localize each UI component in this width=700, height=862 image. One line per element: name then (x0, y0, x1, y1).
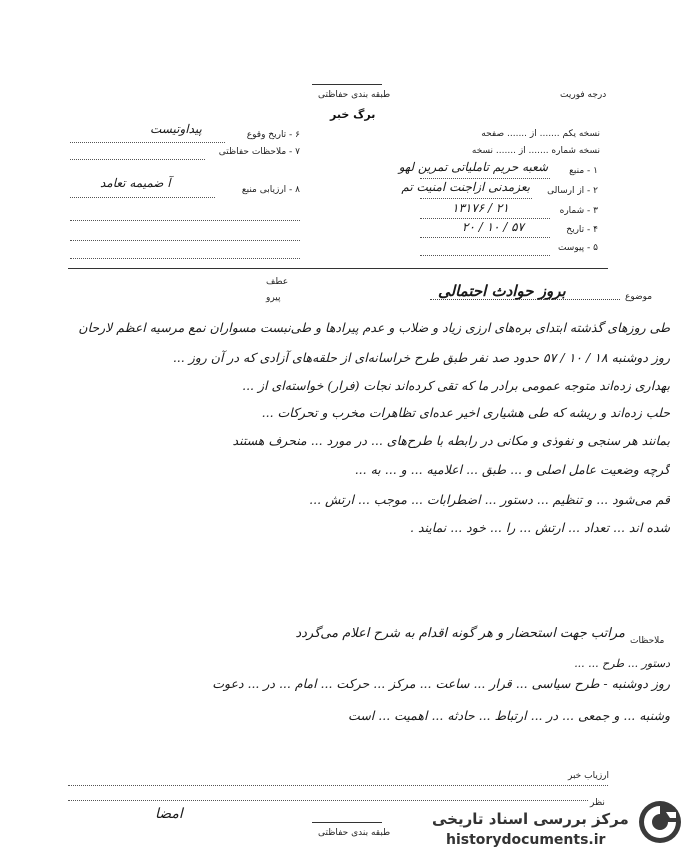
field-evaluation-value: آ ضمیمه تعامد (100, 176, 171, 190)
opinion-label: نظر (590, 798, 605, 808)
remarks-line: دستور ... طرح ... ... (574, 657, 670, 670)
signature: امضا (155, 806, 183, 822)
field-source-value: شعبه حریم تاملیا‌تی تمرین لهو (398, 160, 548, 174)
body-line: طی روزهای گذشته ابتدای بره‌های ارزی زیاد و ضلاب و عدم پیرادها و طی‌نبست مسواران نمع مرسیه اعظم لارحان (78, 320, 670, 335)
field-source-label: ۱ - منبع (569, 166, 598, 176)
field-security-label: ۷ - ملاحظات حفاظتی (218, 147, 300, 157)
watermark-url: historydocuments.ir (446, 832, 606, 848)
field-copy-number: نسخه شماره ....... از ....... نسخه (471, 146, 600, 156)
field-attachment-label: ۵ - پیوست (557, 243, 598, 253)
atf-label: عطف (266, 277, 289, 287)
field-occurrence-label: ۶ - تاریخ وقوع (246, 130, 300, 140)
follow-label: پیرو (266, 293, 281, 303)
field-sender-value: بعزمدنی ازاجنت امنیت تم (401, 180, 530, 194)
field-evaluation-label: ۸ - ارزیابی منبع (241, 185, 300, 195)
body-line: بمانند هر سنجی و نفوذی و مکانی در رابطه با طرح‌های ... در مورد ... منحرف هستند (232, 433, 670, 448)
evaluator-label: ارزیاب خبر (568, 771, 610, 781)
remarks-line: وشنبه ... و جمعی ... در ... ارتباط ... حادثه ... اهمیت ... است (348, 708, 670, 723)
field-number-value: ۱۳۱۷۶ / ۲۱ (452, 201, 509, 215)
subject-label: موضوع (625, 292, 653, 302)
body-line: شده اند ... تعداد ... ارتش ... را ... خود ... نمایند . (410, 520, 670, 535)
body-line: گرچه وضعیت عامل اصلی و ... طبق ... اعلامیه ... و ... به ... (354, 462, 670, 477)
remarks-label: ملاحظات (630, 636, 665, 646)
body-line: روز دوشنبه ۱۸ / ۱۰ / ۵۷ حدود صد نفر طبق طرح خراسانه‌ای از حلقه‌های آزادی که در آن روز ... (172, 350, 670, 365)
watermark-name: مرکز بررسی اسناد تاریخی (432, 810, 629, 828)
remarks-value: مراتب جهت استحضار و هر گونه اقدام به شرح اعلام می‌گردد (295, 626, 625, 641)
field-number-label: ۳ - شماره (559, 206, 598, 216)
remarks-line: روز دوشنبه - طرح سیاسی ... قرار ... ساعت ... مرکز ... حرکت ... امام ... در ... دعوت (212, 676, 670, 691)
subject-value: بروز حوادث احتمالی (438, 282, 566, 300)
body-line: حلب زده‌اند و ریشه که طی هشیاری اخیر عده‌ای تظاهرات مخرب و تحرکات ... (261, 405, 670, 420)
bottom-classification-stamp: طبقه بندی حفاظتی (318, 828, 391, 838)
field-sender-label: ۲ - از ارسالی (547, 186, 598, 196)
field-copy: نسخه یکم ....... از ....... صفحه (481, 129, 600, 139)
urgency-label: درجه فوریت (560, 90, 607, 100)
top-classification-stamp: طبقه بندی حفاظتی (318, 90, 391, 100)
body-line: قم می‌شود ... و تنظیم ... دستور ... اضطرابات ... موجب ... ارتش ... (309, 492, 670, 507)
archive-logo-icon (636, 798, 684, 846)
field-occurrence-value: پیداوتیست (150, 122, 202, 136)
body-line: بهداری زده‌اند متوجه عمومی برادر ما که تقی کرده‌اند نجات (فرار) خواسته‌ای از ... (242, 378, 670, 393)
field-date-label: ۴ - تاریخ (566, 225, 598, 235)
form-title: برگ خبر (330, 108, 376, 121)
field-date-value: ۲۰ / ۱۰ / ۵۷ (462, 220, 525, 234)
